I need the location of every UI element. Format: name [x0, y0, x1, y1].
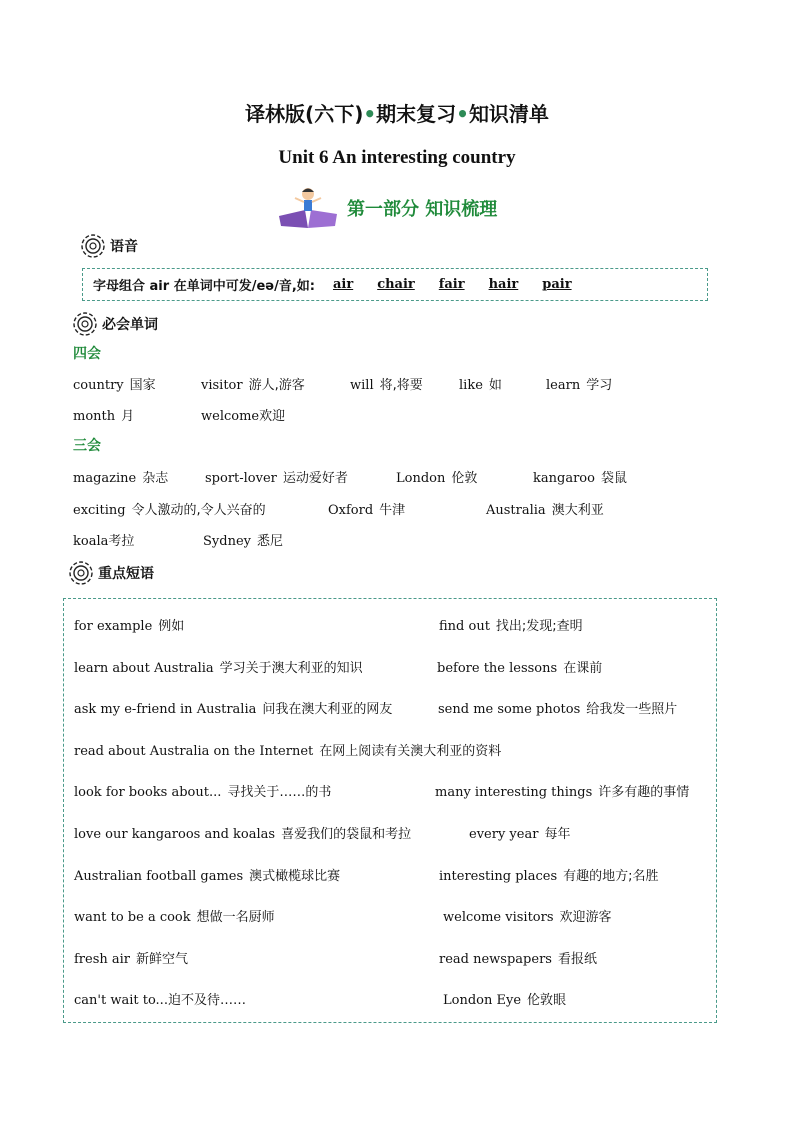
vocab-item: welcome欢迎	[201, 409, 286, 424]
phrase-item: before the lessons 在课前	[437, 661, 603, 676]
vocab-item: London 伦敦	[396, 471, 478, 486]
example-word: fair	[438, 277, 465, 292]
phonetics-heading	[80, 233, 138, 259]
example-word: pair	[542, 277, 572, 292]
phrases-heading	[68, 560, 154, 586]
phrase-row	[64, 865, 716, 885]
gear-icon	[72, 311, 98, 337]
phrase-item: read newspapers 看报纸	[439, 952, 597, 967]
example-word: hair	[488, 277, 519, 292]
gear-icon	[80, 233, 106, 259]
phrases-box	[63, 598, 717, 1023]
vocab-item: learn 学习	[546, 378, 613, 393]
phrase-item: love our kangaroos and koalas 喜爱我们的袋鼠和考拉	[74, 827, 412, 842]
example-word: air	[332, 277, 354, 292]
phrase-item: look for books about... 寻找关于……的书	[74, 785, 332, 800]
example-word: chair	[377, 277, 415, 292]
vocab-item: sport-lover 运动爱好者	[205, 471, 348, 486]
level-three-skills: 三会	[73, 438, 101, 454]
gear-icon	[68, 560, 94, 586]
phonetics-box	[82, 268, 708, 301]
title-dot: •	[456, 102, 469, 126]
vocab-label: 必会单词	[102, 317, 158, 333]
title-part-review: 期末复习	[376, 102, 457, 126]
part-label: 第一部分 知识梳理	[347, 199, 498, 220]
phrase-row	[64, 823, 716, 843]
phrase-row	[64, 989, 716, 1009]
phrase-item: welcome visitors 欢迎游客	[443, 910, 612, 925]
phrase-row	[64, 657, 716, 677]
vocab-item: exciting 令人激动的,令人兴奋的	[73, 503, 266, 518]
vocab-row	[73, 530, 753, 550]
phrase-item: fresh air 新鲜空气	[74, 952, 189, 967]
level-four-skills: 四会	[73, 346, 101, 362]
vocab-item: like 如	[459, 378, 502, 393]
phrase-row	[64, 615, 716, 635]
phrase-item: read about Australia on the Internet 在网上阅读有关澳大利亚的资料	[74, 744, 502, 759]
vocab-row	[73, 405, 753, 425]
phrase-item: can't wait to...迫不及待……	[74, 993, 246, 1008]
phrase-item: send me some photos 给我发一些照片	[438, 702, 678, 717]
phrase-item: many interesting things 许多有趣的事情	[435, 785, 690, 800]
vocab-row	[73, 374, 753, 394]
title-part-edition: 译林版(六下)	[245, 102, 364, 126]
phrase-item: learn about Australia 学习关于澳大利亚的知识	[74, 661, 363, 676]
part-heading	[275, 186, 497, 230]
phrases-label: 重点短语	[98, 566, 154, 582]
vocab-row	[73, 467, 753, 487]
vocab-heading	[72, 311, 158, 337]
phrase-item: for example 例如	[74, 619, 185, 634]
vocab-item: koala考拉	[73, 534, 135, 549]
vocab-item: kangaroo 袋鼠	[533, 471, 627, 486]
phrase-row	[64, 740, 716, 760]
unit-title: Unit 6 An interesting country	[278, 147, 516, 168]
phrase-row	[64, 698, 716, 718]
phrase-row	[64, 781, 716, 801]
vocab-item: month 月	[73, 409, 135, 424]
vocab-item: Sydney 悉尼	[203, 534, 283, 549]
vocab-item: country 国家	[73, 378, 156, 393]
phrase-item: interesting places 有趣的地方;名胜	[439, 869, 659, 884]
phrase-row	[64, 906, 716, 926]
phrase-row	[64, 948, 716, 968]
boy-reading-book-icon	[275, 186, 341, 230]
phrase-item: want to be a cook 想做一名厨师	[74, 910, 275, 925]
phrase-item: ask my e-friend in Australia 问我在澳大利亚的网友	[74, 702, 393, 717]
phrase-item: London Eye 伦敦眼	[443, 993, 567, 1008]
phrase-item: Australian football games 澳式橄榄球比赛	[74, 869, 341, 884]
vocab-item: will 将,将要	[350, 378, 423, 393]
vocab-item: Oxford 牛津	[328, 503, 406, 518]
phrase-item: every year 每年	[469, 827, 571, 842]
phonetics-label: 语音	[110, 239, 138, 255]
vocab-item: visitor 游人,游客	[201, 378, 305, 393]
title-part-list: 知识清单	[468, 102, 549, 126]
title-dot: •	[363, 102, 377, 126]
phrase-item: find out 找出;发现;查明	[439, 619, 583, 634]
vocab-item: Australia 澳大利亚	[486, 503, 604, 518]
vocab-row	[73, 499, 753, 519]
document-title	[0, 98, 794, 127]
phonetics-rule: 字母组合 air 在单词中可发/eə/音,如:	[93, 279, 315, 294]
vocab-item: magazine 杂志	[73, 471, 169, 486]
